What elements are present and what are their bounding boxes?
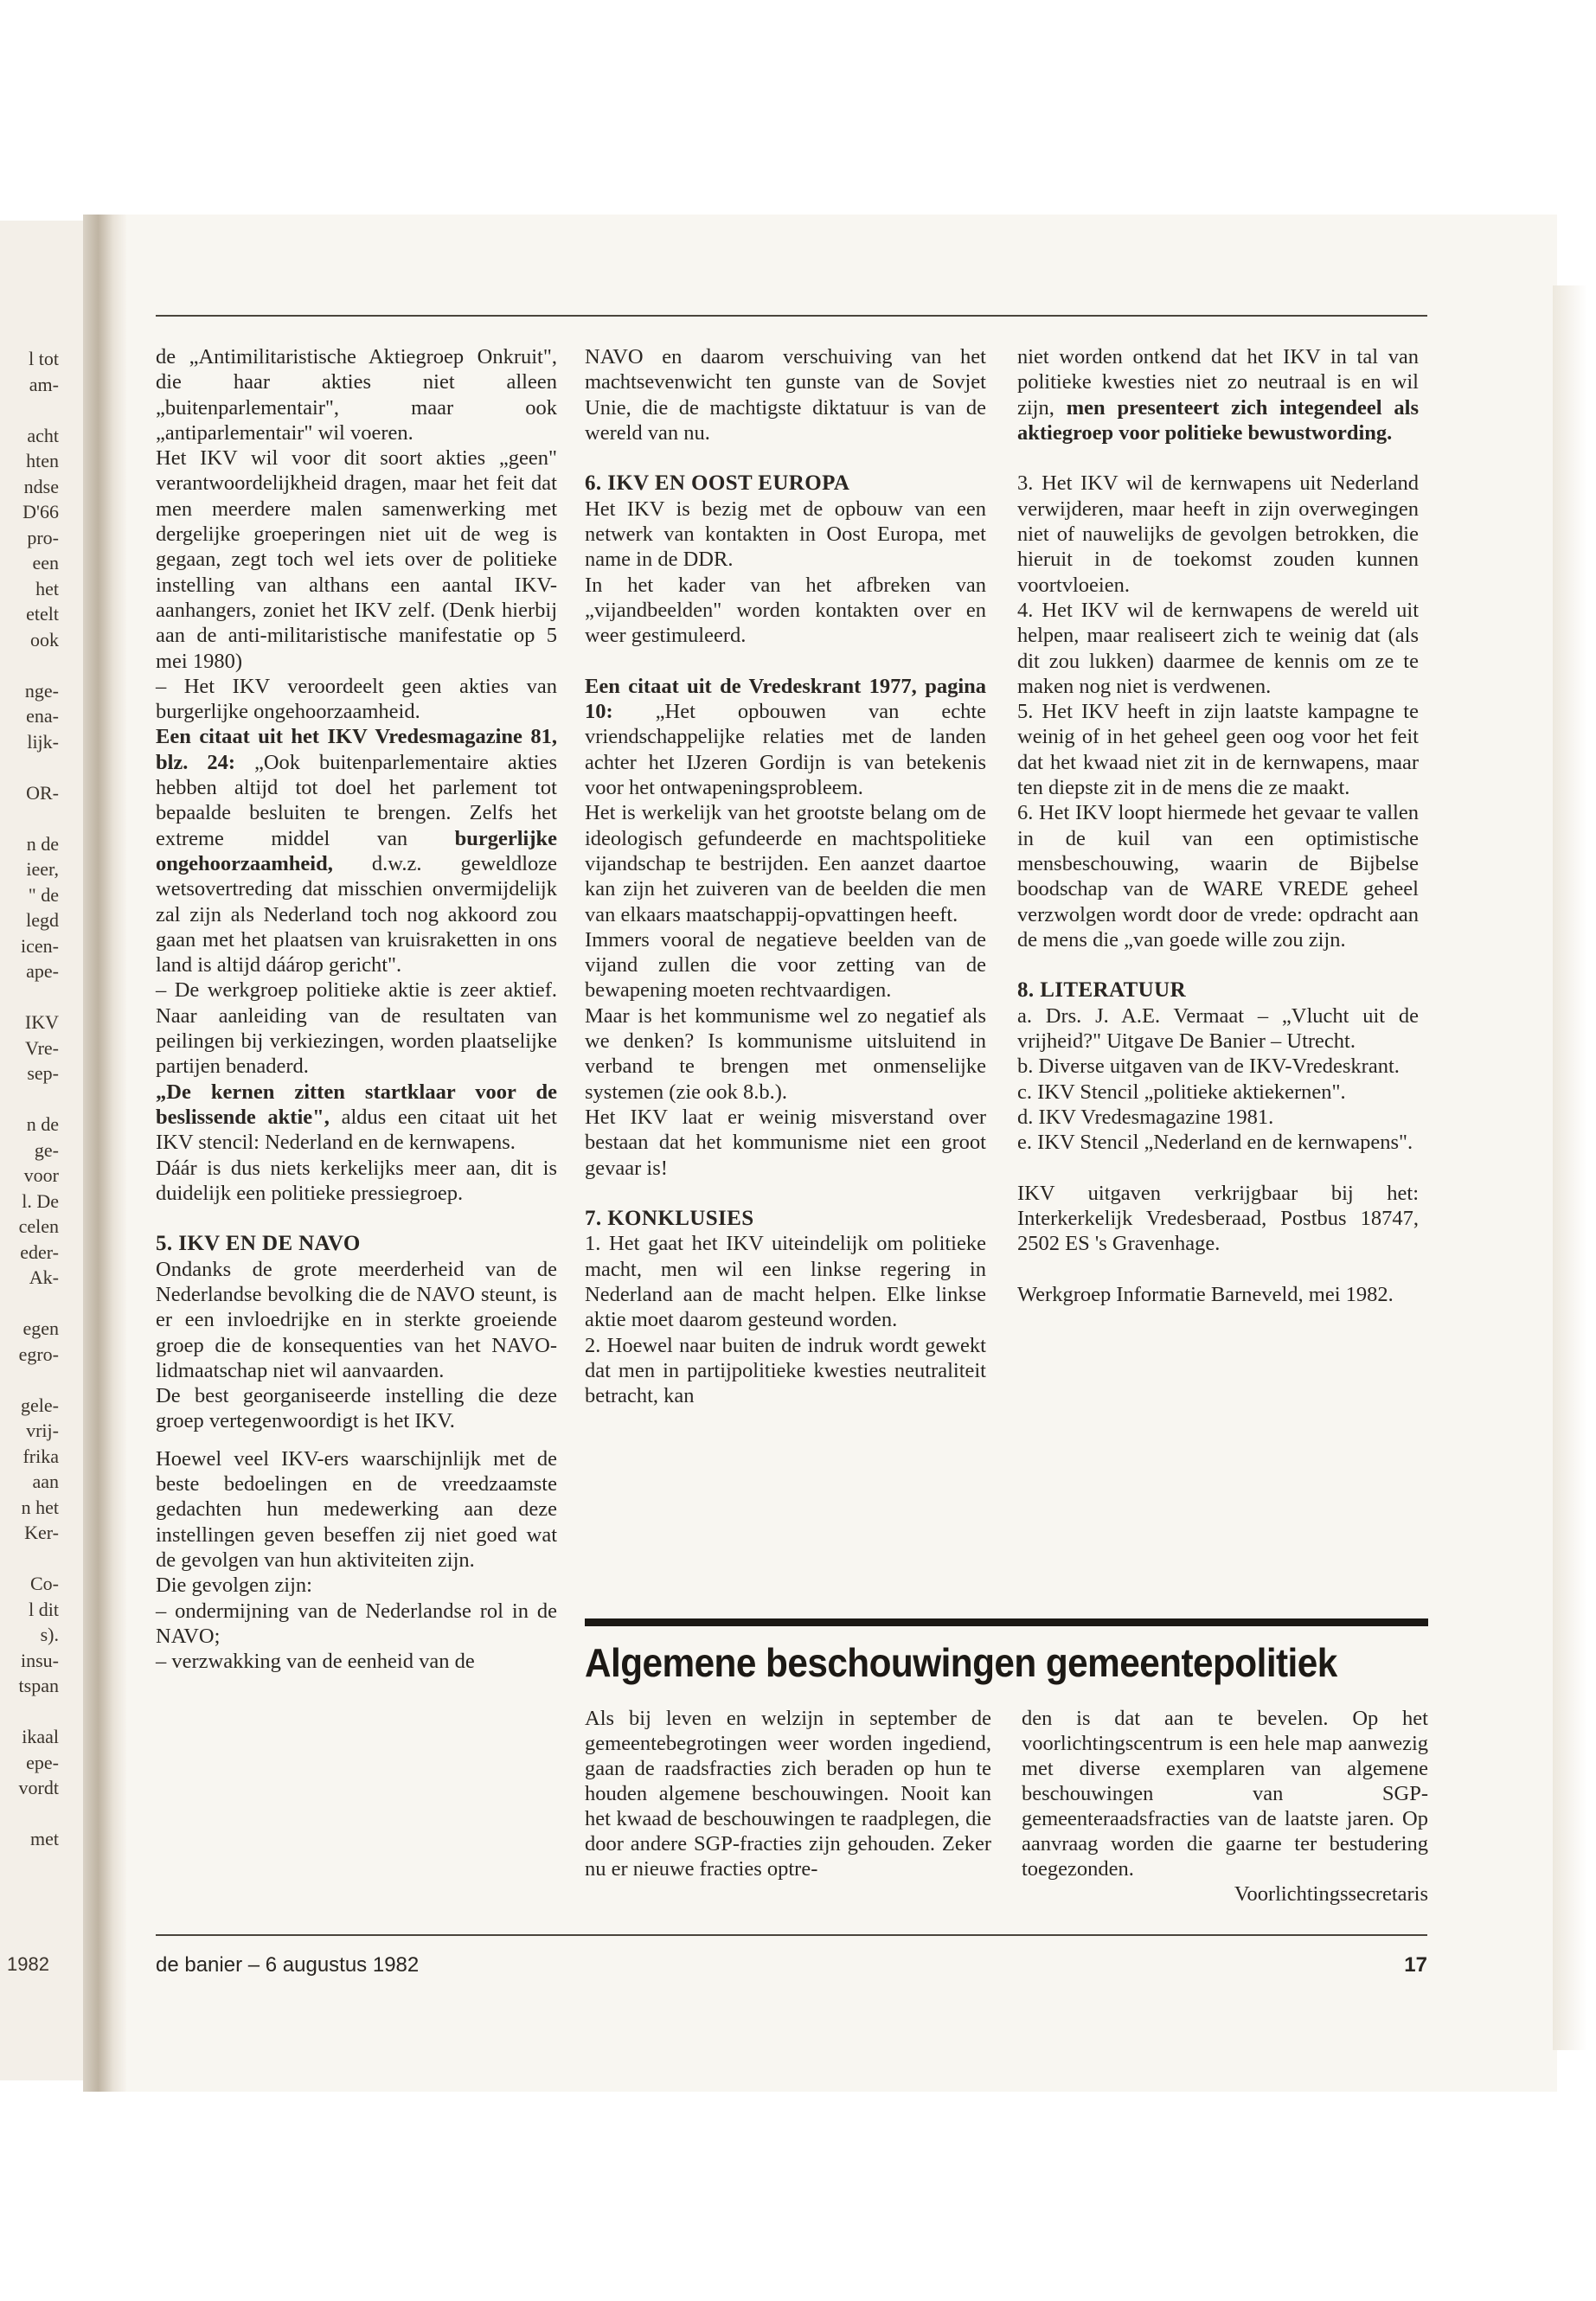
fragment: epe-: [26, 1751, 59, 1773]
previous-page-fragments: [7, 346, 59, 1852]
fragment: n de: [26, 1113, 59, 1135]
section-heading: 5. IKV EN DE NAVO: [156, 1232, 361, 1256]
section-heading: 6. IKV EN OOST EUROPA: [585, 471, 850, 496]
paragraph: Het IKV wil voor dit soort akties „geen" verantwoordelijkheid dragen, maar het feit dat men meerdere malen samenwerking met dergelijke groeperingen niet uit de weg is gegaan, zegt toch wel iets over de politieke instelling van althans een aantal IKV-aanhangers, zoniet het IKV zelf. (Denk hierbij aan de anti-militaristische manifestatie op 5 mei 1980): [156, 446, 557, 673]
text-run: „Ook buitenparlementaire akties hebben altijd tot doel het parlement tot bepaalde besluiten te brengen. Zelfs het extreme middel van: [156, 750, 558, 850]
signature: Voorlichtingssecretaris: [1234, 1882, 1428, 1906]
spacer: [1017, 445, 1419, 471]
spacer: [585, 445, 986, 471]
paragraph: Als bij leven en welzijn in september de gemeentebegrotingen weer worden ingediend, gaan de raadsfracties zich beraden op hun te houden algemene beschouwingen. Nooit kan het kwaad de beschouwingen te raadplegen, die door andere SGP-fracties zijn gehouden. Zeker nu er nieuwe fracties optre-: [585, 1707, 991, 1881]
fragment: ena-: [26, 705, 59, 727]
section-heading: 7. KONKLUSIES: [585, 1207, 754, 1231]
fragment: tspan: [18, 1675, 59, 1696]
paragraph: [1017, 344, 1419, 445]
fragment: met: [30, 1828, 59, 1849]
fragment: n de: [26, 832, 59, 855]
fragment: IKV: [24, 1011, 59, 1033]
fragment: aan: [32, 1471, 59, 1492]
fragment: het: [35, 577, 59, 599]
fragment: legd: [26, 909, 59, 931]
fragment: egro-: [18, 1343, 59, 1365]
fragment: icen-: [21, 934, 59, 957]
previous-page-year: 1982: [7, 1953, 49, 1975]
fragment: s).: [40, 1624, 59, 1645]
fragment: acht: [27, 424, 59, 446]
bold-run: „De kernen zitten startklaar voor de beslissende aktie",: [156, 1080, 557, 1129]
article-2-column-2: [1022, 1706, 1428, 1907]
paragraph: Immers vooral de negatieve beelden van de vijand zullen die voor zetting van de bewapening moeten rechtvaardigen.: [585, 927, 986, 1003]
paragraph: 5. Het IKV heeft in zijn laatste kampagne te weinig of in het geheel geen oog voor het feit dat het kwaad niet zit in de kernwapens, maar ten diepste zit in de mens die ze maakt.: [1017, 700, 1419, 800]
paragraph: De best georganiseerde instelling die deze groep vertegenwoordigt is het IKV.: [156, 1384, 557, 1433]
fragment: [7, 805, 59, 831]
paragraph: [156, 724, 557, 977]
spacer: [156, 1434, 557, 1446]
fragment: [7, 1801, 59, 1827]
paragraph: de „Antimilitaristische Aktiegroep Onkruit", die haar akties niet alleen „buitenparlementair", maar ook „antiparlementair" wil voeren.: [156, 345, 557, 445]
fragment: " de: [28, 883, 59, 906]
spacer: [1017, 1257, 1419, 1282]
paragraph: 2. Hoewel naar buiten de indruk wordt gewekt dat men in partijpolitieke kwesties neutraliteit betracht, kan: [585, 1333, 986, 1408]
page-number: 17: [1404, 1953, 1427, 1977]
column-3: [1017, 344, 1419, 1307]
fragment: eder-: [20, 1240, 59, 1263]
fragment: insu-: [21, 1649, 59, 1671]
fragment: l dit: [29, 1598, 59, 1620]
fragment: n het: [21, 1496, 59, 1518]
text-run: aldus een citaat uit het IKV stencil: Nederland en de kernwapens.: [156, 1105, 557, 1155]
fragment: [7, 984, 59, 1010]
fragment: sep-: [27, 1062, 59, 1084]
fragment: [7, 652, 59, 678]
fragment: pro-: [27, 526, 59, 548]
paragraph: Maar is het kommunisme wel zo negatief als we denken? Is kommunisme uitsluitend in verband te brengen met onmenselijke systemen (zie ook 8.b.).: [585, 1003, 986, 1104]
paragraph: b. Diverse uitgaven van de IKV-Vredeskrant.: [1017, 1054, 1400, 1079]
fragment: ikaal: [22, 1726, 59, 1747]
paragraph: NAVO en daarom verschuiving van het machtsevenwicht ten gunste van de Sovjet Unie, die de machtigste diktatuur is van de wereld van nu.: [585, 345, 986, 445]
spacer: [585, 1181, 986, 1206]
fragment: egen: [22, 1317, 59, 1339]
bold-run: burgerlijke ongehoorzaamheid,: [156, 826, 557, 875]
paragraph: d. IKV Vredesmagazine 1981.: [1017, 1105, 1274, 1129]
fragment: etelt: [26, 603, 59, 625]
spacer: [585, 649, 986, 674]
paragraph: [585, 674, 986, 800]
fragment: een: [32, 552, 59, 574]
paragraph: Die gevolgen zijn:: [156, 1574, 312, 1598]
fragment: ape-: [26, 960, 59, 982]
fragment: OR-: [26, 781, 59, 804]
fragment: hten: [26, 450, 59, 471]
column-1: [156, 344, 557, 1674]
footer-publication: de banier – 6 augustus 1982: [156, 1953, 420, 1977]
paragraph: – ondermijning van de Nederlandse rol in de NAVO;: [156, 1599, 557, 1648]
fragment: ieer,: [26, 858, 59, 880]
text-run: d.w.z. geweldloze wetsovertreding dat misschien onvermijdelijk zal zijn als Nederland toch nog akkoord zou gaan met het plaatsen van kruisraketten in ons land is altijd dáárop gericht".: [156, 851, 557, 977]
text-run: niet worden ontkend dat het IKV in tal van politieke kwesties niet zo neutraal is en wil zijn,: [1017, 345, 1419, 420]
paragraph: Werkgroep Informatie Barneveld, mei 1982.: [1017, 1282, 1394, 1306]
fragment: am-: [29, 373, 59, 395]
paragraph: 1. Het gaat het IKV uiteindelijk om politieke macht, men wil een linkse regering in Nederland aan de macht helpen. Elke linkse aktie moet daarom gesteund worden.: [585, 1232, 986, 1332]
fragment: ndse: [23, 475, 59, 497]
fragment: [7, 1367, 59, 1393]
fragment: gele-: [21, 1394, 59, 1416]
paragraph: 4. Het IKV wil de kernwapens de wereld uit helpen, maar realiseert zich te weinig dat (als dit zou lukken) daarmee de kennis om ze te maken nog niet is verdwenen.: [1017, 598, 1419, 698]
paragraph: – verzwakking van de eenheid van de: [156, 1650, 475, 1674]
fragment: [7, 1699, 59, 1725]
bottom-rule: [156, 1934, 1427, 1936]
fragment: frika: [22, 1445, 59, 1467]
fragment: vrij-: [26, 1420, 59, 1441]
paragraph: Dáár is dus niets kerkelijks meer aan, dit is duidelijk een politieke pressiegroep.: [156, 1156, 557, 1205]
fragment: nge-: [24, 679, 59, 702]
book-spine: [83, 215, 126, 2092]
top-rule: [156, 315, 1427, 317]
paragraph: [156, 1080, 557, 1156]
paragraph: Het IKV laat er weinig misverstand over bestaan dat het kommunisme niet een groot gevaar is!: [585, 1105, 986, 1180]
fragment: vordt: [18, 1777, 59, 1798]
column-2: [585, 344, 986, 1408]
fragment: [7, 1291, 59, 1317]
fragment: celen: [18, 1215, 59, 1237]
fragment: l. De: [22, 1189, 59, 1212]
section-heading: 8. LITERATUUR: [1017, 978, 1187, 1003]
fragment: Ak-: [29, 1266, 59, 1288]
bold-run: Een citaat uit het IKV Vredesmagazine 81, blz. 24:: [156, 725, 557, 774]
fragment: l tot: [29, 348, 59, 369]
fragment: Vre-: [25, 1036, 59, 1059]
fragment: [7, 397, 59, 423]
paragraph: Het is werkelijk van het grootste belang om de ideologisch gefundeerde en machtspolitieke vijandschap te bestrijden. Een aanzet daartoe kan zijn het zuiveren van de beelden die men van elkaars maatschappij-opvattingen heeft.: [585, 801, 986, 926]
article-2-column-1: [585, 1706, 991, 1881]
bold-run: men presenteert zich integendeel als aktiegroep voor politieke bewustwording.: [1017, 395, 1419, 445]
fragment: [7, 1546, 59, 1572]
page-edge: [1553, 285, 1587, 2050]
paragraph: 6. Het IKV loopt hiermede het gevaar te vallen in de kuil van een optimistische mensbeschouwing, waarin de Bijbelse boodschap van de WARE VREDE geheel verzwolgen wordt door de vrede: opdracht aan de mens die „van goede wille zou zijn.: [1017, 801, 1419, 952]
fragment: D'66: [22, 501, 59, 522]
fragment: voor: [23, 1164, 59, 1186]
paragraph: e. IKV Stencil „Nederland en de kernwapens".: [1017, 1131, 1413, 1155]
fragment: [7, 754, 59, 780]
paragraph: den is dat aan te bevelen. Op het voorlichtingscentrum is een hele map aanwezig met diverse exemplaren van algemene beschouwingen van SGP-gemeenteraadsfracties van de laatste jaren. Op aanvraag worden die gaarne ter bestudering toegezonden.: [1022, 1707, 1428, 1881]
fragment: ook: [30, 628, 59, 651]
fragment: ge-: [34, 1138, 59, 1161]
paragraph: a. Drs. J. A.E. Vermaat – „Vlucht uit de vrijheid?" Uitgave De Banier – Utrecht.: [1017, 1003, 1419, 1054]
paragraph: Ondanks de grote meerderheid van de Nederlandse bevolking die de NAVO steunt, is er een invloedrijke en in sterkte groeiende groep die de konsequenties van het NAVO-lidmaatschap niet wil aanvaarden.: [156, 1257, 557, 1382]
paragraph: In het kader van het afbreken van „vijandbeelden" worden kontakten over en weer gestimuleerd.: [585, 573, 986, 648]
spacer: [156, 1206, 557, 1231]
spacer: [1017, 952, 1419, 977]
paragraph: c. IKV Stencil „politieke aktiekernen".: [1017, 1080, 1346, 1104]
fragment: lijk-: [27, 730, 59, 753]
spacer: [1017, 1156, 1419, 1181]
fragment: Co-: [30, 1573, 59, 1594]
paragraph: IKV uitgaven verkrijgbaar bij het: Interkerkelijk Vredesberaad, Postbus 18747, 2502 ES 's Gravenhage.: [1017, 1181, 1419, 1256]
fragment: [7, 1086, 59, 1112]
paragraph: Het IKV is bezig met de opbouw van een netwerk van kontakten in Oost Europa, met name in de DDR.: [585, 497, 986, 572]
article-divider: [585, 1618, 1428, 1626]
text-run: „Het opbouwen van echte vriendschappelijke relaties met de landen achter het IJzeren Gordijn is van betekenis voor het ontwapeningsprobleem.: [585, 700, 986, 800]
paragraph: 3. Het IKV wil de kernwapens uit Nederland verwijderen, maar heeft in zijn overwegingen niet of nauwelijks de gevolgen betrokken, die hieruit in de toekomst zouden kunnen voortvloeien.: [1017, 471, 1419, 597]
paragraph: Hoewel veel IKV-ers waarschijnlijk met de beste bedoelingen en de vreedzaamste gedachten hun medewerking aan deze instellingen geven beseffen zij niet goed wat de gevolgen van hun aktiviteiten zijn.: [156, 1446, 557, 1572]
fragment: Ker-: [24, 1522, 59, 1543]
bold-run: Een citaat uit de Vredeskrant 1977, pagina 10:: [585, 674, 986, 724]
paragraph: – Het IKV veroordeelt geen akties van burgerlijke ongehoorzaamheid.: [156, 674, 557, 724]
paragraph: – De werkgroep politieke aktie is zeer aktief. Naar aanleiding van de resultaten van peilingen bij verkiezingen, worden plaatselijke partijen benaderd.: [156, 978, 557, 1079]
article-title: Algemene beschouwingen gemeentepolitiek: [585, 1640, 1337, 1685]
